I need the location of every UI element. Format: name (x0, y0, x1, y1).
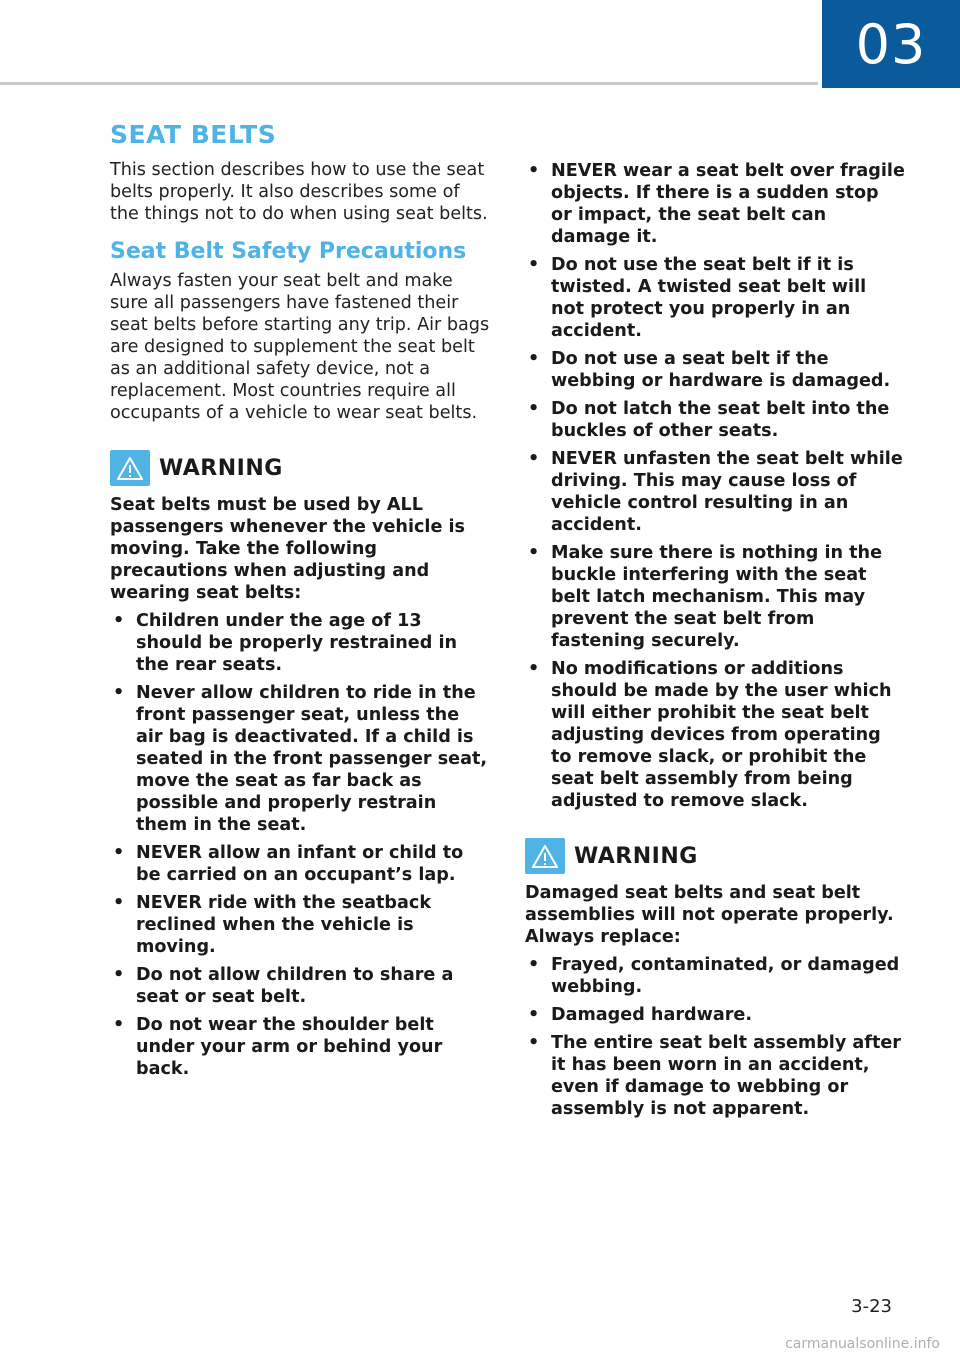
right-column (525, 160, 905, 1126)
replace-list (525, 954, 905, 1120)
warning-triangle-icon (525, 838, 565, 874)
list-item: • NEVER wear a seat belt over fragile objects. If there is a sudden stop or impact, the seat belt can damage it. (528, 161, 905, 247)
header-rule (0, 82, 818, 85)
warning-label: WARNING (574, 843, 698, 869)
list-item: • NEVER unfasten the seat belt while driving. This may cause loss of vehicle control resulting in an accident. (528, 449, 903, 535)
warning-list (110, 610, 490, 1080)
section-title: SEAT BELTS (110, 120, 277, 149)
chapter-tab: 03 (822, 0, 960, 88)
list-item: • Damaged hardware. (528, 1005, 753, 1025)
warning-text: Seat belts must be used by ALL passengers whenever the vehicle is moving. Take the following precautions when adjusting and wearing seat belts: (110, 495, 466, 603)
list-item: • NEVER ride with the seatback reclined when the vehicle is moving. (113, 893, 432, 957)
subsection-paragraph: Always fasten your seat belt and make sure all passengers have fastened their seat belts before starting any trip. Air bags are designed to supplement the seat belt as an additional safety device, not a replacement. Most countries require all occupants of a vehicle to wear seat belts. (110, 271, 490, 423)
list-item: • No modifications or additions should be made by the user which will either prohibit the seat belt adjusting devices from operating to remove slack, or prohibit the seat belt assembly from being adjusted to remove slack. (528, 659, 892, 811)
warning-header (110, 450, 490, 486)
list-item: • Never allow children to ride in the front passenger seat, unless the air bag is deactivated. If a child is seated in the front passenger seat, move the seat as far back as possible and properly restrain them in the seat. (113, 683, 488, 835)
list-item: • Frayed, contaminated, or damaged webbing. (528, 955, 900, 997)
warning-label: WARNING (159, 455, 283, 481)
list-item: • NEVER allow an infant or child to be carried on an occupant’s lap. (113, 843, 464, 885)
intro-paragraph: This section describes how to use the seat belts properly. It also describes some of the things not to do when using seat belts. (110, 160, 488, 224)
warning-header (525, 838, 905, 874)
list-item: • The entire seat belt assembly after it has been worn in an accident, even if damage to webbing or assembly is not apparent. (528, 1033, 901, 1119)
precaution-list (525, 160, 905, 812)
page-number: 3-23 (851, 1296, 892, 1317)
list-item: • Do not use the seat belt if it is twisted. A twisted seat belt will not protect you properly in an accident. (528, 255, 867, 341)
watermark: carmanualsonline.info (785, 1336, 940, 1352)
list-item: • Do not latch the seat belt into the buckles of other seats. (528, 399, 890, 441)
warning-triangle-icon (110, 450, 150, 486)
list-item: • Make sure there is nothing in the buckle interfering with the seat belt latch mechanism. This may prevent the seat belt from fastening securely. (528, 543, 882, 651)
subsection-title: Seat Belt Safety Precautions (110, 239, 467, 264)
list-item: • Do not wear the shoulder belt under your arm or behind your back. (113, 1015, 443, 1079)
list-item: • Do not use a seat belt if the webbing or hardware is damaged. (528, 349, 891, 391)
list-item: • Children under the age of 13 should be properly restrained in the rear seats. (113, 611, 458, 675)
list-item: • Do not allow children to share a seat or seat belt. (113, 965, 454, 1007)
warning-text: Damaged seat belts and seat belt assemblies will not operate properly. Always replace: (525, 883, 894, 947)
left-column (110, 120, 490, 1086)
